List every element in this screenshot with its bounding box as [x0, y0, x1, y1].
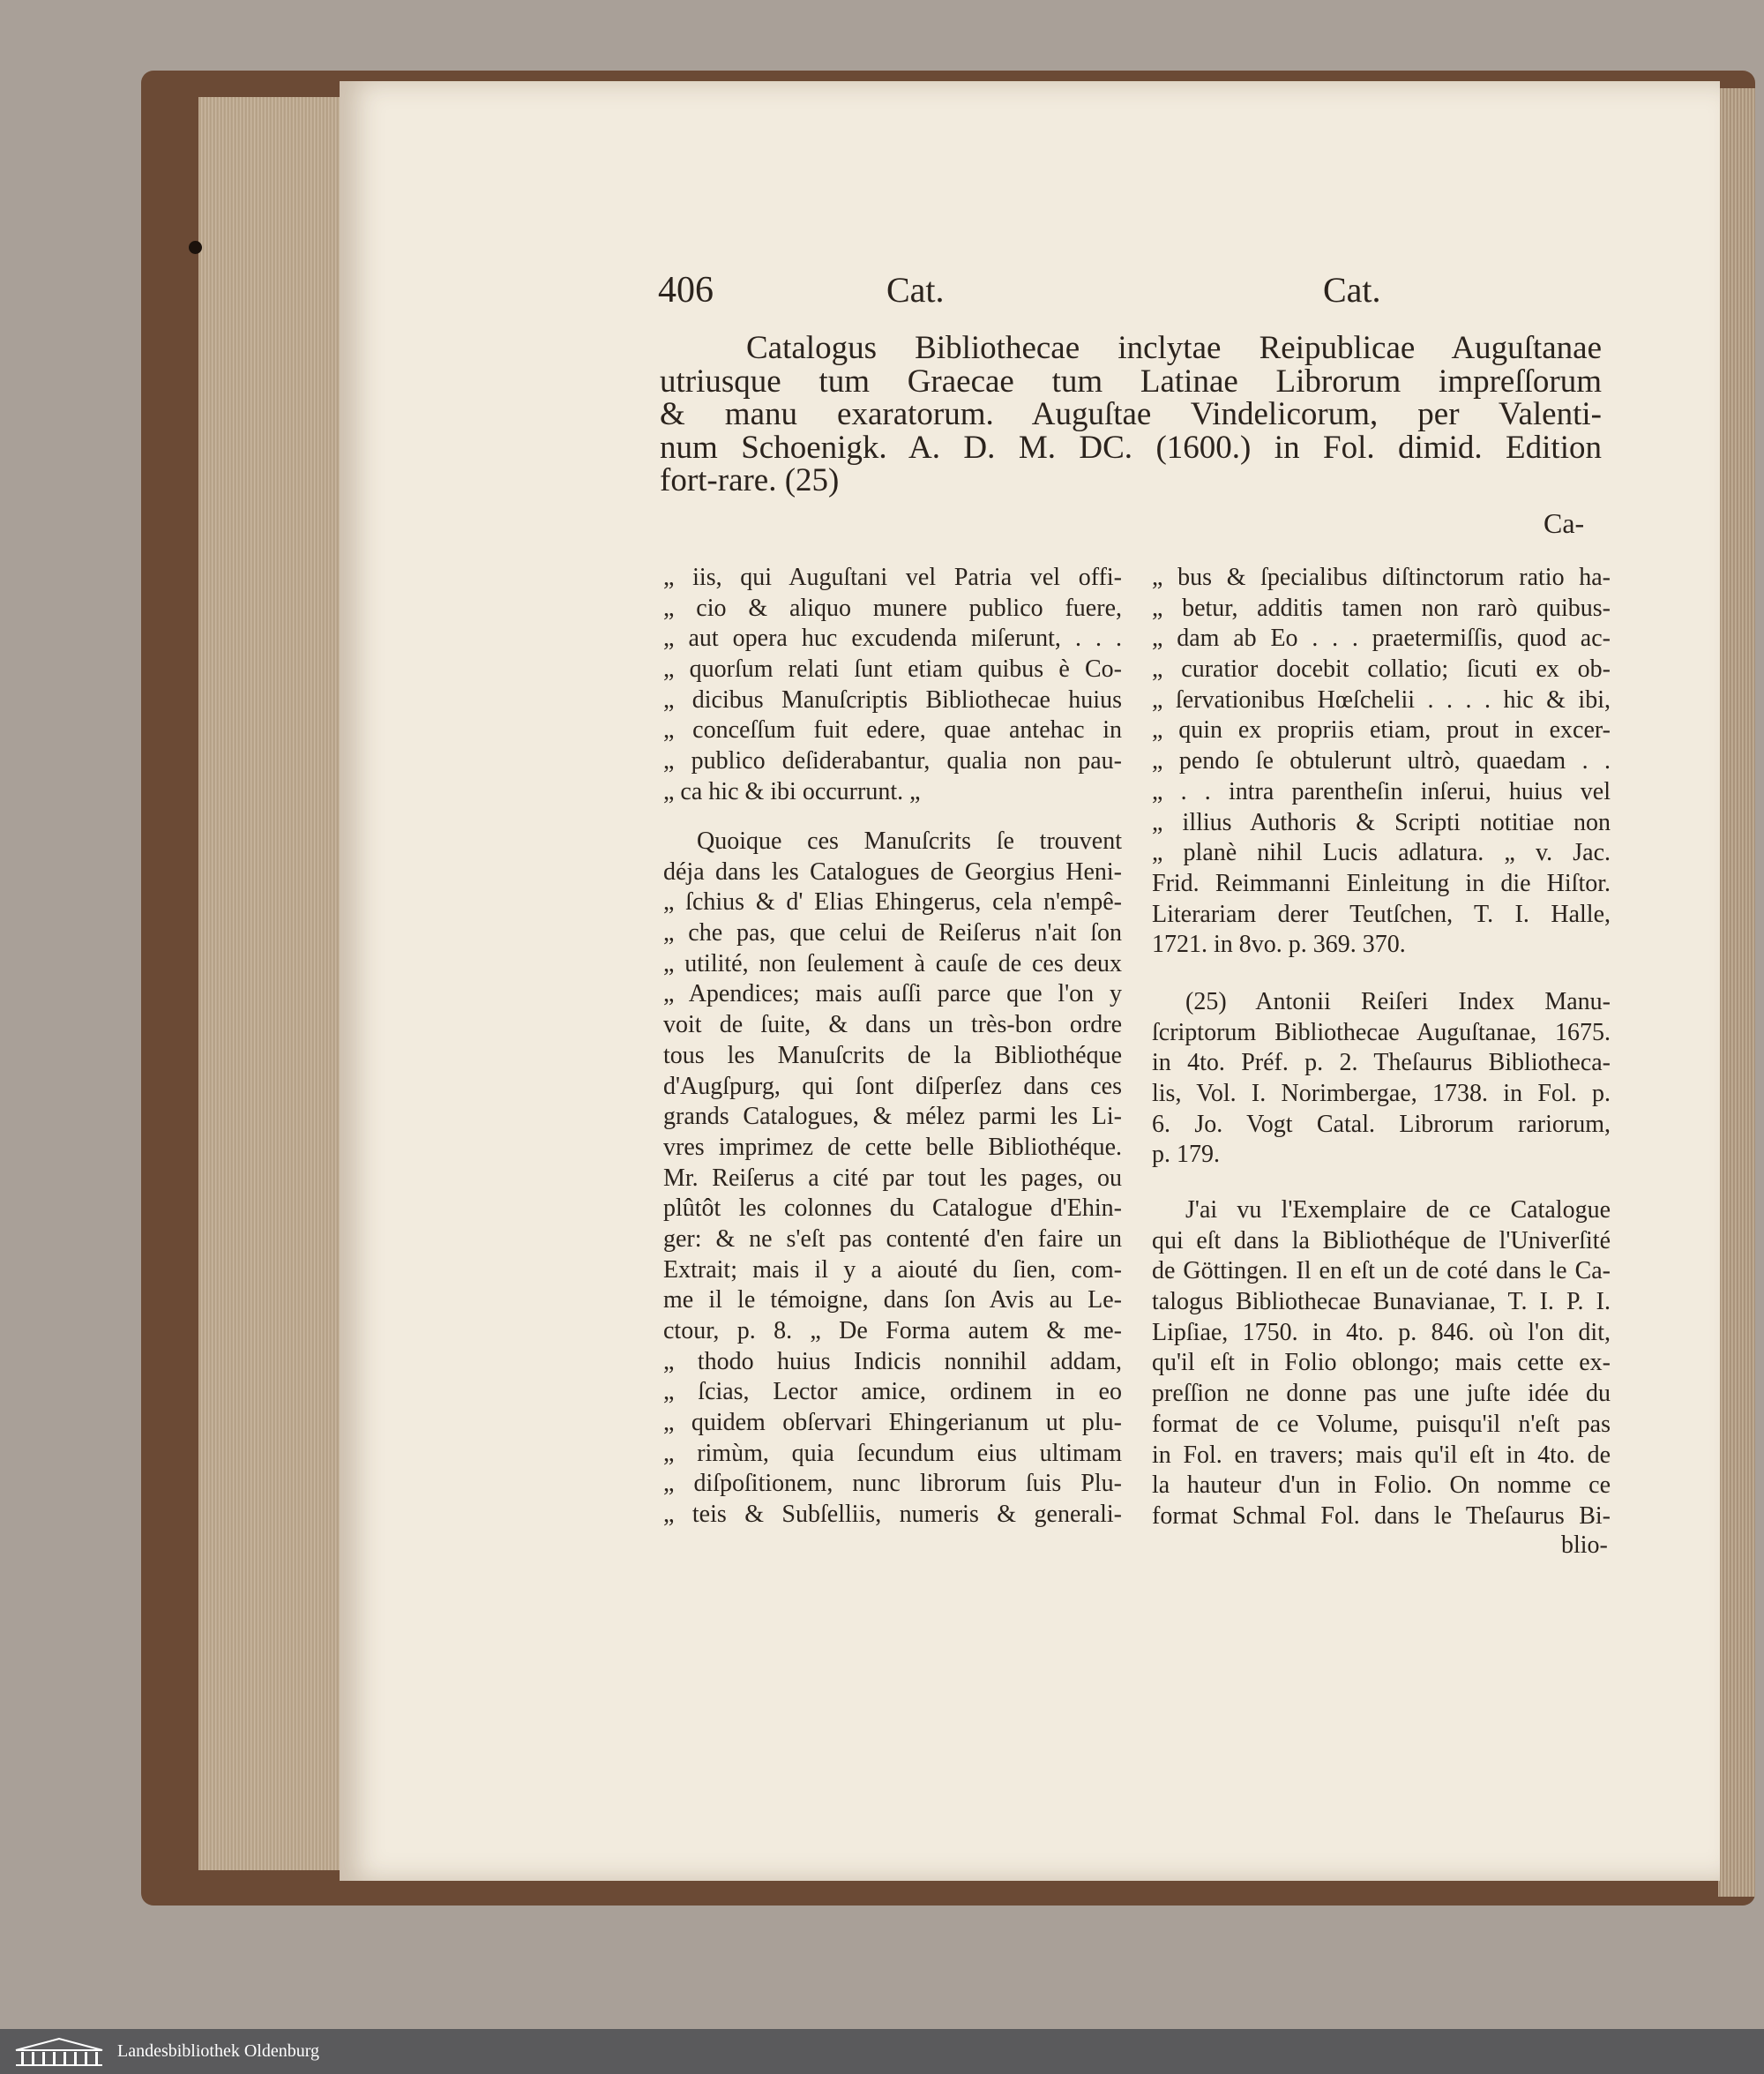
- text-line: „ curatior docebit collatio; ſicuti ex ob-: [1152, 655, 1611, 684]
- title-line: num Schoenigk. A. D. M. DC. (1600.) in Fol. dimid. Edition: [660, 429, 1602, 466]
- text-line: (25) Antonii Reiſeri Index Manu-: [1185, 988, 1611, 1015]
- title-line: & manu exaratorum. Auguſtae Vindelicorum, per Valenti-: [660, 396, 1602, 432]
- text-line: plûtôt les colonnes du Catalogue d'Ehin-: [663, 1194, 1122, 1223]
- right-column-paragraph-3: [1152, 1195, 1611, 1532]
- binding-hole: [189, 241, 202, 254]
- text-line: me il le témoigne, dans ſon Avis au Le-: [663, 1286, 1122, 1314]
- text-line: Frid. Reimmanni Einleitung in die Hiſtor.: [1152, 869, 1611, 897]
- text-line: d'Augſpurg, qui ſont diſperſez dans ces: [663, 1072, 1122, 1100]
- text-line: „ planè nihil Lucis adlatura. „ v. Jac.: [1152, 839, 1611, 867]
- text-line: „ ſcias, Lector amice, ordinem in eo: [663, 1378, 1122, 1406]
- running-head-right: Cat.: [1323, 270, 1381, 310]
- text-line: „ publico deſiderabantur, qualia non pau-: [663, 747, 1122, 775]
- text-line: preſſion ne donne pas une juſte idée du: [1152, 1380, 1611, 1408]
- text-line: „ rimùm, quia ſecundum eius ultimam: [663, 1439, 1122, 1467]
- text-line: de Göttingen. Il en eſt un de coté dans le Ca-: [1152, 1257, 1611, 1285]
- left-page-block: [198, 97, 344, 1870]
- text-line: lis, Vol. I. Norimbergae, 1738. in Fol. p.: [1152, 1080, 1611, 1108]
- text-line: la hauteur d'un in Folio. On nomme ce: [1152, 1471, 1611, 1500]
- text-line: „ aut opera huc excudenda miſerunt, . . .: [663, 625, 1122, 653]
- running-head-left: Cat.: [886, 270, 945, 310]
- text-line: Quoique ces Manuſcrits ſe trouvent: [697, 827, 1122, 855]
- text-line: vres imprimez de cette belle Bibliothéque.: [663, 1133, 1122, 1161]
- text-line: Literariam derer Teutſchen, T. I. Halle,: [1152, 900, 1611, 928]
- text-line: „ cio & aliquo munere publico fuere,: [663, 594, 1122, 622]
- text-line: ſcriptorum Bibliothecae Auguſtanae, 1675.: [1152, 1018, 1611, 1046]
- text-line: J'ai vu l'Exemplaire de ce Catalogue: [1185, 1196, 1611, 1224]
- text-line: format Schmal Fol. dans le Theſaurus Bi-: [1152, 1501, 1611, 1530]
- right-page-block: [1718, 88, 1755, 1897]
- left-column-paragraph-2: [663, 827, 1122, 1531]
- library-name[interactable]: Landesbibliothek Oldenburg: [117, 2041, 320, 2061]
- text-line: Mr. Reiſerus a cité par tout les pages, ou: [663, 1164, 1122, 1192]
- library-building-logo-icon: [12, 2036, 106, 2068]
- text-line: ctour, p. 8. „ De Forma autem & me-: [663, 1317, 1122, 1344]
- text-line: „ pendo ſe obtulerunt ultrò, quaedam . .: [1152, 747, 1611, 775]
- text-line: „ utilité, non ſeulement à cauſe de ces deux: [663, 949, 1122, 977]
- text-line: „ quidem obſervari Ehingerianum ut plu-: [663, 1409, 1122, 1437]
- text-line: déja dans les Catalogues de Georgius Heni-: [663, 857, 1122, 886]
- footnote-25: [1152, 987, 1611, 1171]
- text-line: 1721. in 8vo. p. 369. 370.: [1152, 931, 1406, 959]
- text-line: „ bus & ſpecialibus diſtinctorum ratio ha-: [1152, 564, 1611, 591]
- text-line: 6. Jo. Vogt Catal. Librorum rariorum,: [1152, 1110, 1611, 1138]
- text-line: Lipſiae, 1750. in 4to. p. 846. où l'on dit,: [1152, 1318, 1611, 1346]
- text-line: „ che pas, que celui de Reiſerus n'ait ſon: [663, 919, 1122, 947]
- text-line: qu'il eſt in Folio oblongo; mais cette ex-: [1152, 1349, 1611, 1377]
- text-line: in 4to. Préf. p. 2. Theſaurus Bibliotheca-: [1152, 1049, 1611, 1077]
- text-line: „ iis, qui Auguſtani vel Patria vel offi-: [663, 564, 1122, 591]
- text-line: „ conceſſum fuit edere, quae antehac in: [663, 716, 1122, 745]
- text-line: „ ſchius & d' Elias Ehingerus, cela n'empê-: [663, 888, 1122, 917]
- title-line: fort-rare. (25): [660, 462, 840, 498]
- right-column-paragraph-1: [1152, 563, 1611, 961]
- catchword-top: Ca-: [1544, 507, 1585, 539]
- page-number: 406: [658, 270, 714, 311]
- text-line: „ quin ex propriis etiam, prout in excer-: [1152, 716, 1611, 745]
- text-line: „ dicibus Manuſcriptis Bibliothecae huius: [663, 685, 1122, 714]
- text-line: „ quorſum relati ſunt etiam quibus è Co-: [663, 655, 1122, 684]
- catchword-bottom: blio-: [1561, 1531, 1608, 1559]
- title-line: Catalogus Bibliothecae inclytae Reipublicae Auguſtanae: [746, 330, 1602, 366]
- catalog-title-entry: [660, 332, 1602, 498]
- text-line: „ betur, additis tamen non rarò quibus-: [1152, 594, 1611, 622]
- text-line: „ . . intra parentheſin inſerui, huius vel: [1152, 777, 1611, 805]
- title-line: utriusque tum Graecae tum Latinae Librorum impreſſorum: [660, 363, 1602, 400]
- text-line: „ ſervationibus Hœſchelii . . . . hic & ibi,: [1152, 685, 1611, 714]
- text-line: Extrait; mais il y a aiouté du ſien, com-: [663, 1255, 1122, 1284]
- text-line: „ teis & Subſelliis, numeris & generali-: [663, 1501, 1122, 1529]
- text-line: p. 179.: [1152, 1141, 1220, 1169]
- text-line: „ dam ab Eo . . . praetermiſſis, quod ac-: [1152, 625, 1611, 653]
- text-line: talogus Bibliothecae Bunavianae, T. I. P. I.: [1152, 1288, 1611, 1316]
- text-line: qui eſt dans la Bibliothéque de l'Univerſité: [1152, 1226, 1611, 1254]
- left-column-paragraph-1: [663, 563, 1122, 808]
- text-line: voit de ſuite, & dans un très-bon ordre: [663, 1011, 1122, 1039]
- text-line: „ ca hic & ibi occurrunt. „: [663, 777, 921, 805]
- text-line: „ illius Authoris & Scripti notitiae non: [1152, 808, 1611, 836]
- text-line: „ Apendices; mais auſſi parce que l'on y: [663, 980, 1122, 1008]
- text-line: ger: & ne s'eſt pas contenté d'en faire un: [663, 1224, 1122, 1253]
- text-line: in Fol. en travers; mais qu'il eſt in 4to. de: [1152, 1441, 1611, 1469]
- text-line: format de ce Volume, puisqu'il n'eſt pas: [1152, 1410, 1611, 1438]
- text-line: „ diſpoſitionem, nunc librorum ſuis Plu-: [663, 1470, 1122, 1498]
- viewer-footer: [0, 2029, 1764, 2074]
- text-line: tous les Manuſcrits de la Bibliothéque: [663, 1041, 1122, 1069]
- text-line: grands Catalogues, & mélez parmi les Li-: [663, 1103, 1122, 1131]
- text-line: „ thodo huius Indicis nonnihil addam,: [663, 1347, 1122, 1375]
